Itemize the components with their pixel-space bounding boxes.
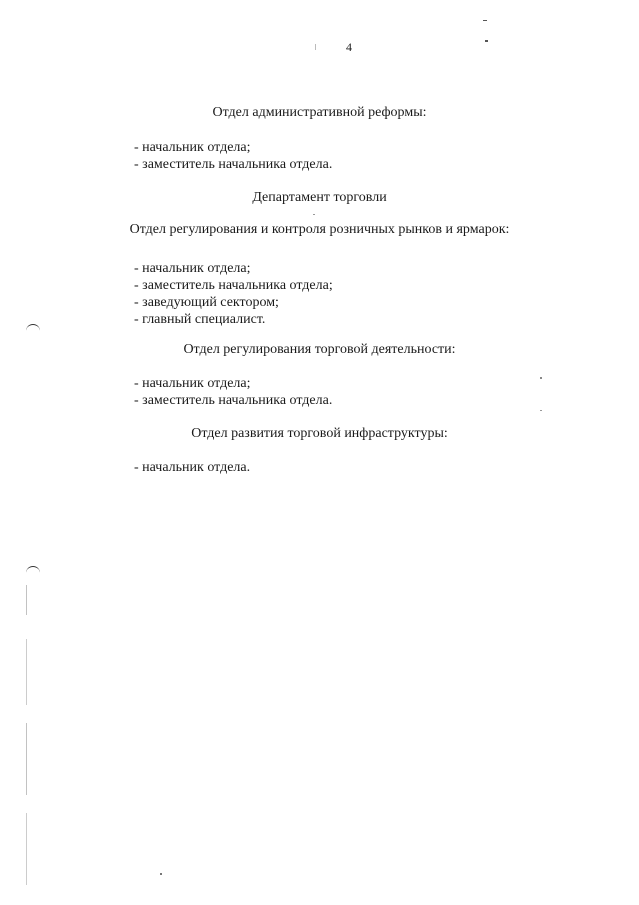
- section-heading-trade-activity: Отдел регулирования торговой деятельности:: [183, 342, 456, 357]
- list-item: - начальник отдела;: [134, 140, 251, 155]
- scan-speck: [315, 44, 316, 50]
- position-list-retail-markets: [134, 260, 333, 328]
- list-item: - начальник отдела;: [134, 261, 251, 276]
- scan-speck: [485, 40, 488, 42]
- department-heading-trade: Департамент торговли: [252, 190, 387, 205]
- list-item: - начальник отдела;: [134, 376, 251, 391]
- binding-hole-mark: [26, 324, 40, 333]
- list-item: - заместитель начальника отдела.: [134, 393, 333, 408]
- page-number: 4: [346, 40, 352, 54]
- scan-speck: [160, 873, 162, 875]
- binding-hole-mark: [26, 566, 40, 575]
- scan-speck: [483, 20, 487, 21]
- position-list-trade-activity: [134, 375, 332, 409]
- list-item: - заместитель начальника отдела;: [134, 278, 333, 293]
- position-list-trade-infrastructure: [134, 459, 250, 476]
- list-item: - начальник отдела.: [134, 460, 251, 475]
- section-heading-trade-infrastructure: Отдел развития торговой инфраструктуры:: [191, 426, 448, 441]
- position-list-administrative-reform: [134, 139, 332, 173]
- scan-speck: [540, 410, 542, 411]
- list-item: - заведующий сектором;: [134, 295, 279, 310]
- scan-speck: [313, 214, 315, 215]
- section-heading-administrative-reform: Отдел административной реформы:: [212, 105, 427, 120]
- scan-edge-line: [26, 585, 27, 885]
- list-item: - главный специалист.: [134, 312, 266, 327]
- scan-speck: [540, 377, 542, 379]
- section-heading-retail-markets: Отдел регулирования и контроля розничных рынков и ярмарок:: [129, 222, 510, 237]
- list-item: - заместитель начальника отдела.: [134, 157, 333, 172]
